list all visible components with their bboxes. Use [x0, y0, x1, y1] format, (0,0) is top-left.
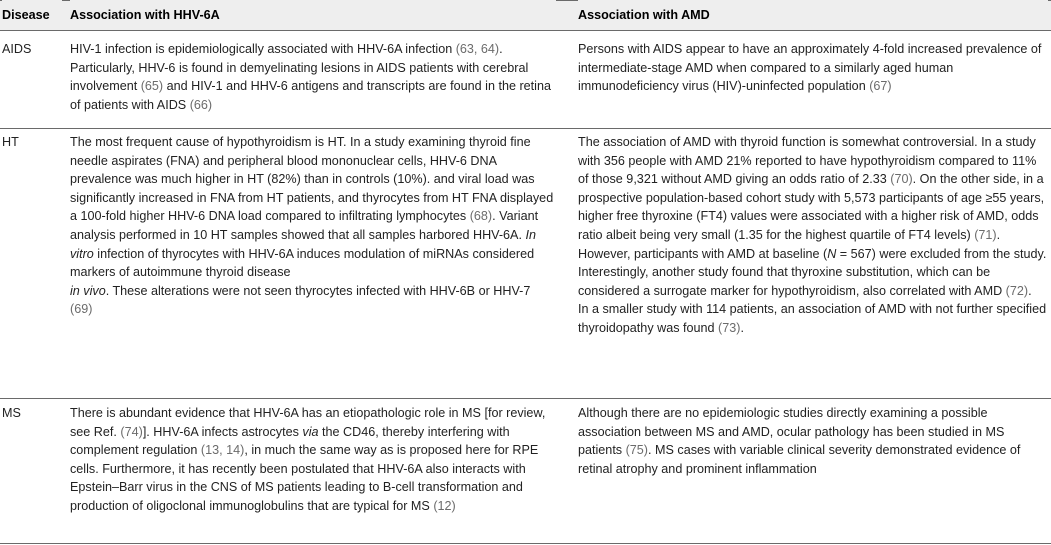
text: . On the other side, in a prospective population-based cohort study with 5,573 participants of age ≥55 years, higher free thyroxine (FT4) values were associated with a higher risk of AMD, odds ratio albeit being very small (1.35 for the highest quartile of FT4 levels) — [578, 172, 1045, 242]
header-disease: Disease — [2, 0, 62, 30]
text: . — [1028, 283, 1032, 298]
row-rule — [0, 128, 1051, 129]
citation[interactable]: (65) — [140, 79, 164, 94]
row-rule — [0, 398, 1051, 399]
text: The most frequent cause of hypothyroidism is HT. In a study examining thyroid fine needle aspirates (FNA) and peripheral blood mononuclear cells, HHV-6 DNA prevalence was much higher in HT (82%) than in controls (10%). and viral load was significantly increased in FNA from HT patients, and thyrocytes from HT FNA displayed a 100-fold higher HHV-6 DNA load compared to infiltrating lymphocytes — [70, 135, 554, 224]
cell-amd-ms — [578, 404, 1048, 478]
text: . MS cases with variable clinical severity demonstrated evidence of retinal atrophy and prominent inflammation — [578, 443, 1021, 476]
citation[interactable]: (68) — [469, 209, 493, 224]
citation[interactable]: (72) — [1005, 283, 1029, 298]
text: The association of AMD with thyroid function is somewhat controversial. In a study with 356 people with AMD 21% reported to have hypothyroidism compared to 11% of those 9,321 without AMD giving an odds ratio of 2.33 — [578, 135, 1037, 187]
text: . — [740, 320, 744, 335]
citation[interactable]: (13, 14) — [200, 443, 245, 458]
text: HIV-1 infection is epidemiologically associated with HHV-6A infection — [70, 42, 453, 56]
italic-text: in vivo — [70, 283, 106, 298]
header-hhv6a: Association with HHV-6A — [70, 0, 556, 30]
text: Although there are no epidemiologic studies directly examining a possible association between MS and AMD, ocular pathology has been studied in MS patients — [578, 406, 1005, 458]
cell-disease-ms: MS — [2, 406, 21, 420]
cell-disease-aids: AIDS — [2, 42, 32, 56]
italic-text: via — [302, 424, 319, 439]
text: . These alterations were not seen thyrocytes infected with HHV-6B or HHV-7 — [105, 283, 531, 298]
text: . Particularly, HHV-6 is found in demyelinating lesions in AIDS patients with cerebral involvement — [70, 42, 529, 94]
citation[interactable]: (73) — [718, 320, 741, 335]
cell-amd-ht — [578, 133, 1048, 338]
text: ]. HHV-6A infects astrocytes — [142, 424, 299, 439]
italic-text: N — [827, 246, 837, 261]
text: . However, participants with AMD at baseline ( — [578, 227, 1001, 261]
citation[interactable]: (12) — [433, 498, 456, 513]
citation[interactable]: (66) — [189, 97, 213, 112]
cell-hhv6a-ht — [70, 133, 556, 319]
citation[interactable]: (67) — [869, 79, 892, 94]
text: In a smaller study with 114 patients, an association of AMD with not further specified thyroidopathy was found — [578, 302, 1047, 335]
text: , in much the same way as is proposed here for RPE cells. Furthermore, it has recently been postulated that HHV-6A also interacts with Epstein–Barr virus in the CNS of MS patients leading to B-cell transformation and production of oligoclonal immunoglobulins that are typical for MS — [70, 443, 539, 513]
text: the CD46, thereby interfering with complement regulation — [70, 424, 510, 458]
italic-text: In vitro — [70, 227, 536, 261]
text: There is abundant evidence that HHV-6A has an etiopathologic role in MS [for review, see Ref. — [70, 406, 546, 439]
citation[interactable]: (70) — [890, 172, 913, 187]
citation[interactable]: (63, 64) — [455, 42, 500, 56]
header-amd: Association with AMD — [578, 0, 1048, 30]
text: infection of thyrocytes with HHV-6A induces modulation of miRNAs considered markers of autoimmune thyroid disease — [70, 246, 535, 280]
cell-hhv6a-aids — [70, 40, 556, 114]
text: = 567) were excluded from the study. Interestingly, another study found that thyroxine substitution, which can be considered a surrogate marker for hypothyroidism, also correlated with AMD — [578, 246, 1047, 298]
citation[interactable]: (74) — [120, 424, 143, 439]
cell-hhv6a-ms — [70, 404, 556, 516]
header-rule — [0, 30, 1051, 31]
text: . Variant analysis performed in 10 HT samples showed that all samples harbored HHV-6A. — [70, 209, 539, 242]
text: Persons with AIDS appear to have an approximately 4-fold increased prevalence of intermediate-stage AMD when compared to a similarly aged human immunodeficiency virus (HIV)-uninfected population — [578, 42, 1042, 94]
citation[interactable]: (71) — [974, 227, 997, 242]
text: and HIV-1 and HHV-6 antigens and transcripts are found in the retina of patients with AIDS — [70, 79, 551, 112]
citation[interactable]: (75) — [625, 443, 649, 458]
cell-disease-ht: HT — [2, 135, 19, 149]
cell-amd-aids — [578, 40, 1048, 96]
table-bottom-rule — [0, 543, 1051, 544]
citation[interactable]: (69) — [70, 302, 93, 317]
